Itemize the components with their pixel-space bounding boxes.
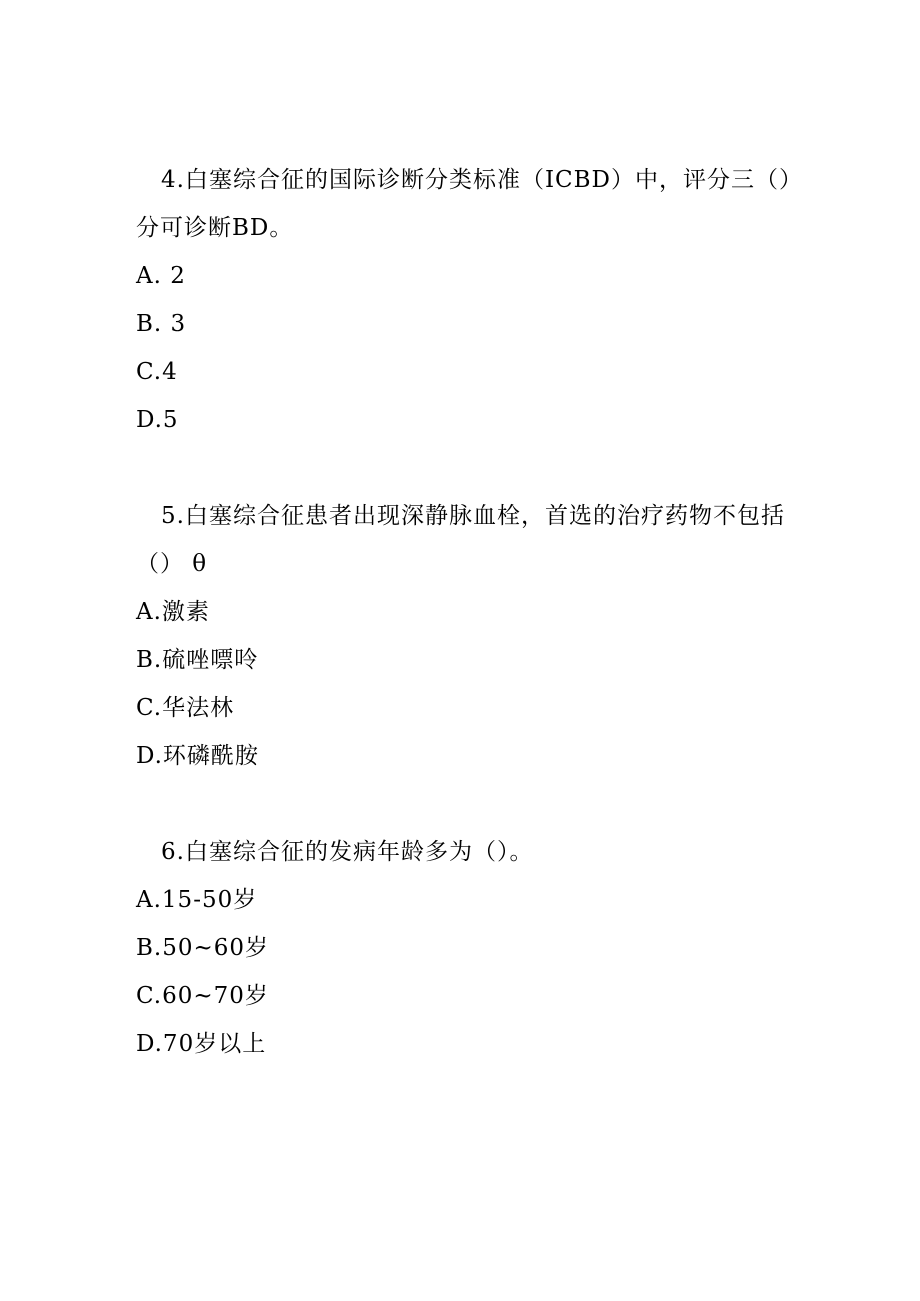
option-list <box>136 252 796 444</box>
option-d: D.70岁以上 <box>136 1031 267 1057</box>
option-c: C.4 <box>136 359 178 385</box>
question-text: 6.白塞综合征的发病年龄多为（）。 <box>161 839 534 865</box>
question-4 <box>136 156 796 444</box>
option-a: A. 2 <box>136 263 186 289</box>
option-c: C.60~70岁 <box>136 983 269 1009</box>
question-6 <box>136 828 796 1068</box>
option-a: A.15-50岁 <box>136 887 258 913</box>
option-b: B. 3 <box>136 311 187 337</box>
option-d: D.5 <box>136 407 179 433</box>
option-a: A.激素 <box>136 599 210 625</box>
option-c: C.华法林 <box>136 695 235 721</box>
option-d: D.环磷酰胺 <box>136 743 259 769</box>
option-list <box>136 588 796 780</box>
option-b: B.硫唑嘌呤 <box>136 647 259 673</box>
question-5 <box>136 492 796 780</box>
option-b: B.50~60岁 <box>136 935 270 961</box>
question-text: 4.白塞综合征的国际诊断分类标准（ICBD）中，评分三（）分可诊断BD。 <box>136 167 792 241</box>
question-text: 5.白塞综合征患者出现深静脉血栓，首选的治疗药物不包括（） θ <box>136 503 785 577</box>
option-list <box>136 876 796 1068</box>
